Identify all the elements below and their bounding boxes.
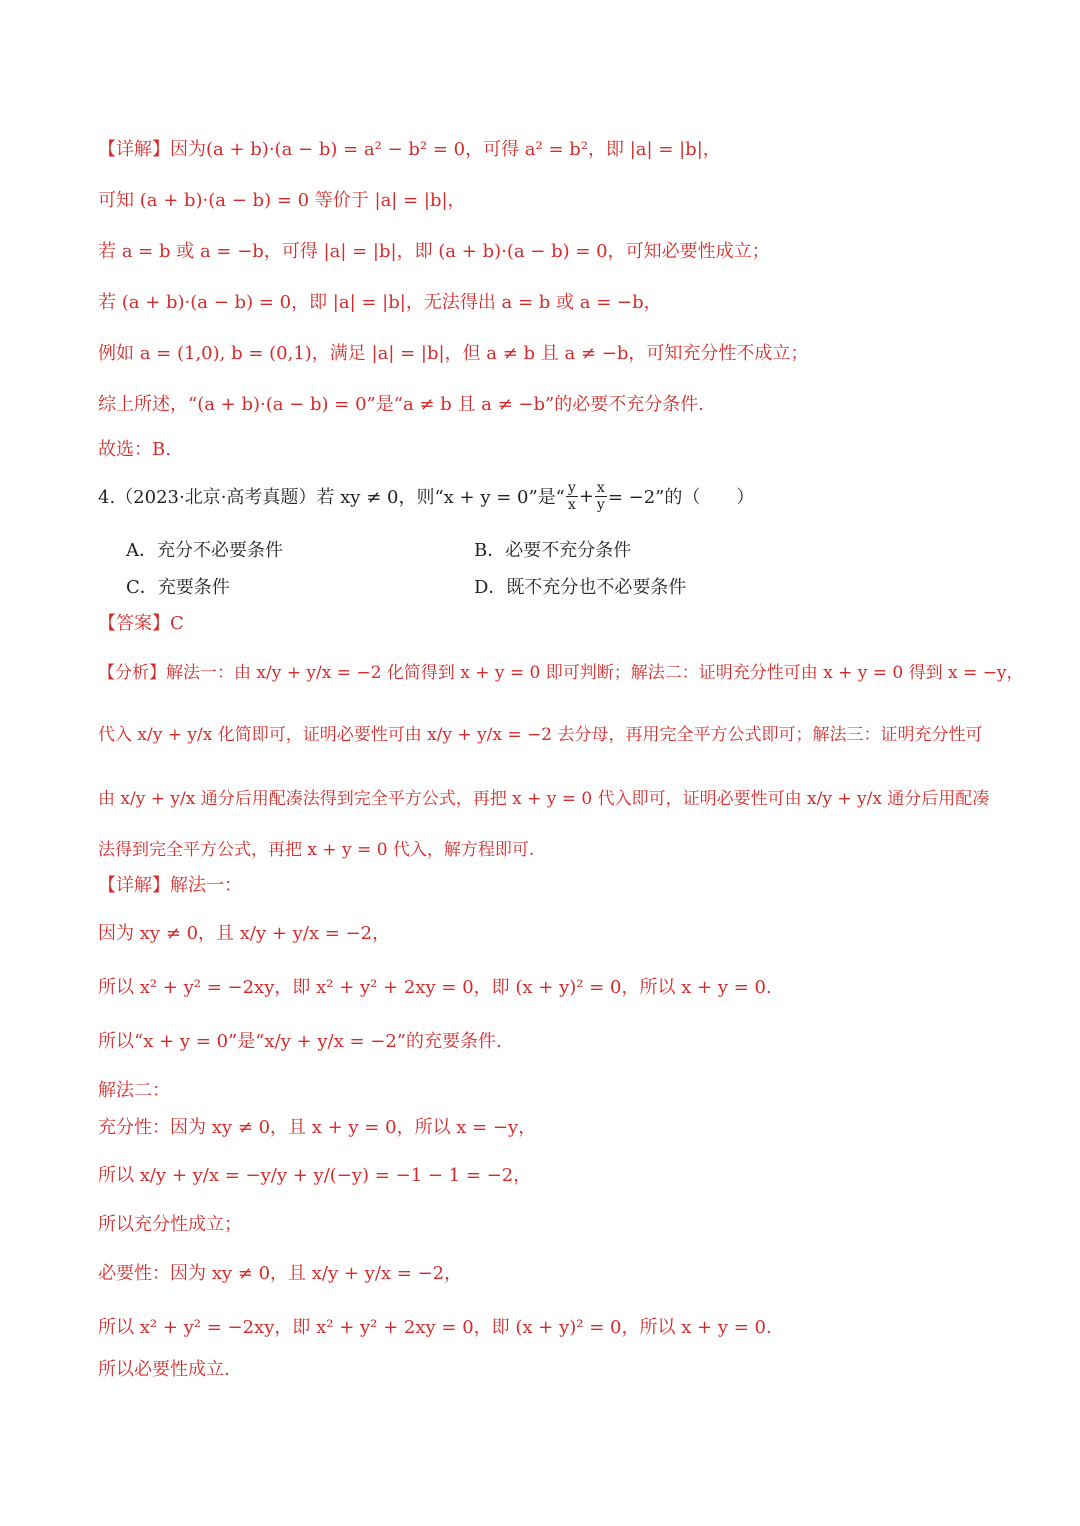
detail-line-3: 若 a = b 或 a = −b，可得 |a| = |b|，即 (a + b)·(a − b) = 0，可知必要性成立； bbox=[98, 241, 770, 262]
detail-line-4: 若 (a + b)·(a − b) = 0，即 |a| = |b|，无法得出 a = b 或 a = −b， bbox=[98, 292, 662, 313]
analysis-line-2: 代入 x/y + y/x 化简即可，证明必要性可由 x/y + y/x = −2 去分母，再用完全平方公式即可；解法三：证明充分性可 bbox=[98, 724, 983, 745]
fraction-denominator: x bbox=[567, 496, 576, 513]
detail-line-5: 例如 a = (1,0), b = (0,1)，满足 |a| = |b|，但 a ≠ b 且 a ≠ −b，可知充分性不成立； bbox=[98, 343, 809, 364]
detail-line-2: 可知 (a + b)·(a − b) = 0 等价于 |a| = |b|， bbox=[98, 190, 466, 211]
method1-line-1: 因为 xy ≠ 0，且 x/y + y/x = −2， bbox=[98, 923, 391, 944]
answer-line: 【答案】C bbox=[98, 613, 184, 634]
question-4-suffix: = −2”的（ ） bbox=[607, 487, 755, 508]
fraction-numerator: y bbox=[567, 479, 576, 496]
analysis-line-4: 法得到完全平方公式，再把 x + y = 0 代入，解方程即可. bbox=[98, 839, 535, 860]
option-c: C．充要条件 bbox=[126, 577, 230, 598]
sufficiency-line-2: 所以 x/y + y/x = −y/y + y/(−y) = −1 − 1 = −2， bbox=[98, 1165, 532, 1186]
choice-line: 故选：B. bbox=[98, 439, 171, 460]
necessity-line-2: 所以 x² + y² = −2xy，即 x² + y² + 2xy = 0，即 (x + y)² = 0，所以 x + y = 0. bbox=[98, 1317, 772, 1338]
necessity-line-3: 所以必要性成立. bbox=[98, 1359, 230, 1380]
analysis-line-3: 由 x/y + y/x 通分后用配凑法得到完全平方公式，再把 x + y = 0 代入即可，证明必要性可由 x/y + y/x 通分后用配凑 bbox=[98, 788, 990, 809]
option-b: B．必要不充分条件 bbox=[474, 540, 632, 561]
fraction-denominator: y bbox=[596, 496, 605, 513]
sufficiency-line-1: 充分性：因为 xy ≠ 0，且 x + y = 0，所以 x = −y， bbox=[98, 1117, 537, 1138]
option-a: A．充分不必要条件 bbox=[126, 540, 283, 561]
question-4-fraction-1 bbox=[566, 481, 578, 512]
method1-line-3: 所以“x + y = 0”是“x/y + y/x = −2”的充要条件. bbox=[98, 1031, 502, 1052]
question-4-prefix: 4.（2023·北京·高考真题）若 xy ≠ 0，则“x + y = 0”是“ bbox=[98, 487, 565, 508]
option-d: D．既不充分也不必要条件 bbox=[474, 577, 687, 598]
question-4-fraction-2 bbox=[595, 481, 607, 512]
detail-head: 【详解】解法一： bbox=[98, 875, 242, 896]
method1-line-2: 所以 x² + y² = −2xy，即 x² + y² + 2xy = 0，即 (x + y)² = 0，所以 x + y = 0. bbox=[98, 977, 772, 998]
detail-line-6: 综上所述，“(a + b)·(a − b) = 0”是“a ≠ b 且 a ≠ −b”的必要不充分条件. bbox=[98, 394, 704, 415]
method2-head: 解法二： bbox=[98, 1080, 170, 1101]
necessity-line-1: 必要性：因为 xy ≠ 0，且 x/y + y/x = −2， bbox=[98, 1263, 463, 1284]
question-4 bbox=[98, 478, 754, 514]
fraction-numerator: x bbox=[596, 479, 605, 496]
question-4-plus: + bbox=[578, 485, 594, 507]
sufficiency-line-3: 所以充分性成立； bbox=[98, 1214, 242, 1235]
analysis-line-1: 【分析】解法一：由 x/y + y/x = −2 化简得到 x + y = 0 即可判断；解法二：证明充分性可由 x + y = 0 得到 x = −y， bbox=[98, 662, 1024, 683]
detail-line-1: 【详解】因为(a + b)·(a − b) = a² − b² = 0，可得 a² = b²，即 |a| = |b|， bbox=[98, 139, 721, 160]
